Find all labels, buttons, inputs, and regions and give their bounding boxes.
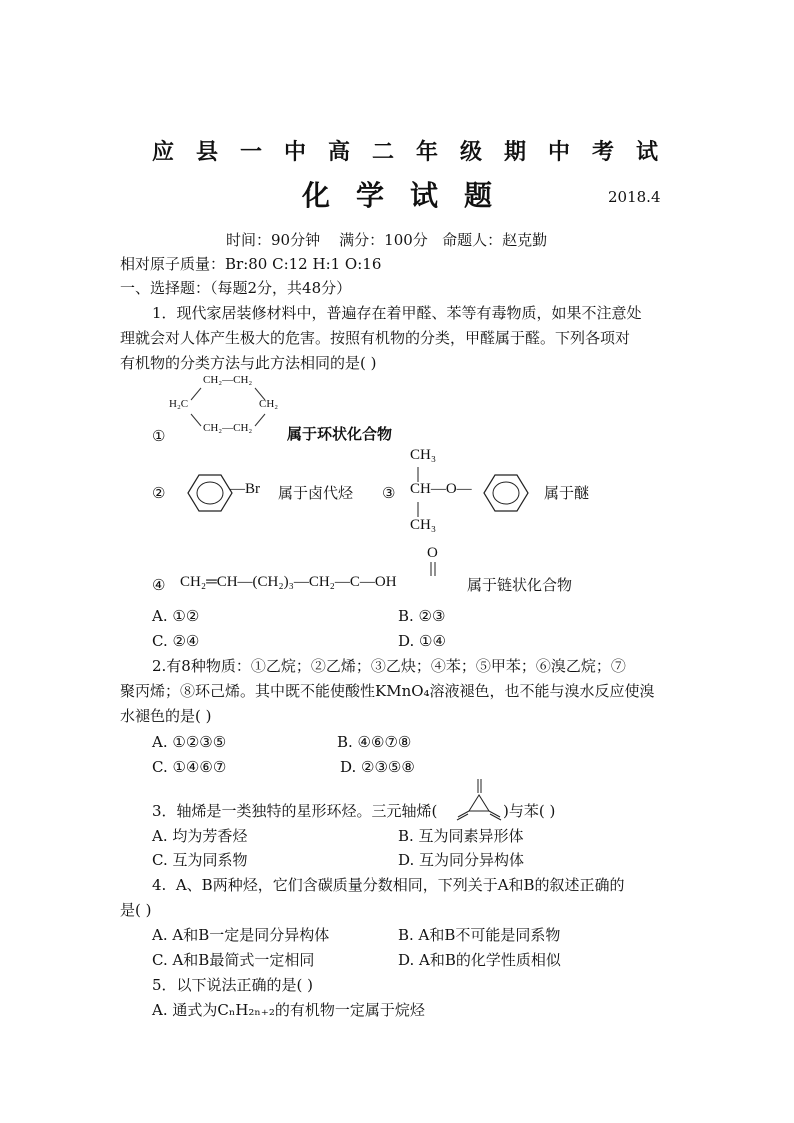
q4-option-a: A. A和B一定是同分异构体 [152,926,330,944]
ether-bonds [405,462,435,522]
exam-date: 2018.4 [608,188,661,206]
q2-option-d: D. ②③⑤⑧ [340,758,415,776]
atomic-masses: 相对原子质量：Br:80 C:12 H:1 O:16 [120,255,382,273]
q1-item3-ch3-top: CH₃ [410,447,437,463]
q1-item2-label: 属于卤代烃 [278,484,354,502]
q4-option-c: C. A和B最简式一定相同 [152,951,315,969]
q2-stem-line1: 2.有8种物质：①乙烷；②乙烯；③乙炔；④苯；⑤甲苯；⑥溴乙烷；⑦ [152,657,626,675]
q3-option-d: D. 互为同分异构体 [398,851,525,869]
q1-item3-num: ③ [382,484,396,502]
q4-stem-line2: 是( ) [120,901,152,919]
q1-item1-num: ① [152,427,166,445]
q1-item4-label: 属于链状化合物 [467,576,573,594]
q2-option-c: C. ①④⑥⑦ [152,758,227,776]
school-title: 应县一中高二年级期中考试 [152,139,681,165]
q1-stem-line1: 1．现代家居装修材料中，普遍存在着甲醛、苯等有毒物质，如果不注意处 [152,304,642,322]
q1-item4-num: ④ [152,576,166,594]
q1-option-b: B. ②③ [398,607,446,625]
radialene-icon [454,775,504,825]
q3-stem-a: 3．轴烯是一类独特的星形环烃。三元轴烯( [152,802,438,820]
ring-left: H₂C [169,398,189,410]
q4-option-b: B. A和B不可能是同系物 [398,926,561,944]
q1-item3-ch3-bottom: CH₃ [410,517,437,533]
q1-stem-line2: 理就会对人体产生极大的危害。按照有机物的分类，甲醛属于醛。下列各项对 [120,329,631,347]
q1-option-c: C. ②④ [152,632,200,650]
q1-item2-br: —Br [230,481,260,497]
q1-item4-o: O [427,545,438,561]
q4-stem-line1: 4. A、B两种烃，它们含碳质量分数相同，下列关于A和B的叙述正确的 [152,876,625,894]
q2-stem-line2: 聚丙烯；⑧环己烯。其中既不能使酸性KMnO₄溶液褪色，也不能与溴水反应使溴 [120,682,655,700]
ring-top: CH₂—CH₂ [203,374,253,386]
q2-stem-line3: 水褪色的是( ) [120,707,212,725]
ring-bonds [165,374,285,438]
benzene-ring-icon-2 [478,468,548,518]
q3-option-b: B. 互为同素异形体 [398,827,524,845]
q4-option-d: D. A和B的化学性质相似 [398,951,561,969]
q3-option-c: C. 互为同系物 [152,851,248,869]
q3-stem-b: )与苯( ) [503,802,556,820]
q2-option-a: A. ①②③⑤ [152,733,227,751]
q1-item1-label: 属于环状化合物 [287,425,393,443]
carbonyl-bond [425,560,445,580]
q1-item4-formula: CH₂═CH—(CH₂)₃—CH₂—C—OH [180,574,397,590]
q1-item3-ch: CH—O— [410,481,472,497]
exam-info: 时间：90分钟 满分：100分 命题人：赵克勤 [226,231,548,249]
subject-title: 化学试题 [302,179,519,212]
q1-stem-line3: 有机物的分类方法与此方法相同的是( ) [120,354,377,372]
q1-option-d: D. ①④ [398,632,446,650]
q5-stem: 5．以下说法正确的是( ) [152,976,314,994]
q5-option-a: A. 通式为CₙH₂ₙ₊₂的有机物一定属于烷烃 [152,1001,425,1019]
ring-bottom: CH₂—CH₂ [203,422,253,434]
q2-option-b: B. ④⑥⑦⑧ [337,733,412,751]
ring-right: CH₂ [259,398,279,410]
section-heading: 一、选择题：（每题2分，共48分） [120,279,352,297]
q1-item2-num: ② [152,484,166,502]
q1-item3-label: 属于醚 [544,484,590,502]
q3-option-a: A. 均为芳香烃 [152,827,248,845]
q1-option-a: A. ①② [152,607,200,625]
